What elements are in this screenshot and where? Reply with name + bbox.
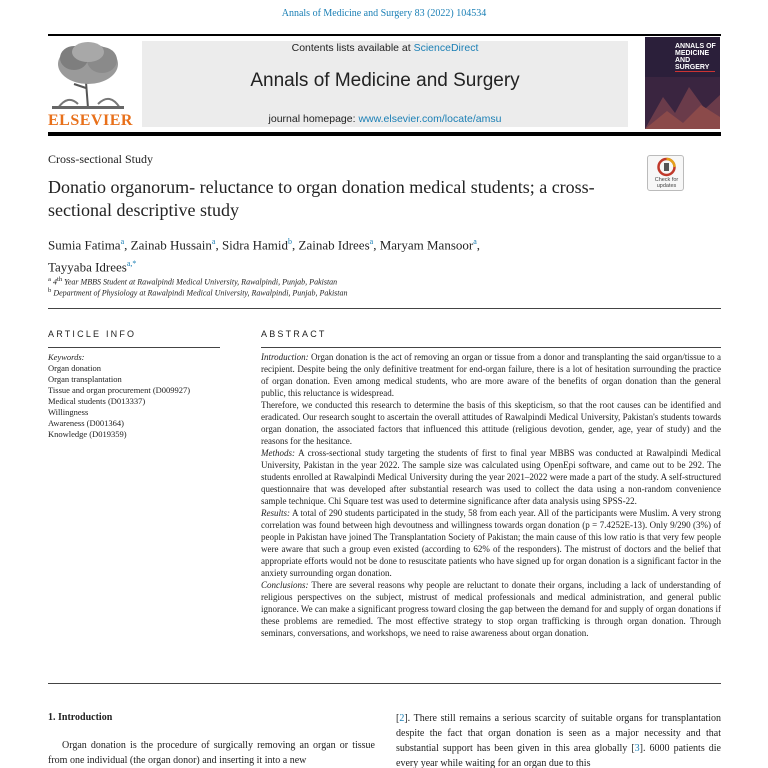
affiliation-ordinal: th [56,276,63,283]
body-text-left: Organ donation is the procedure of surgically removing an organ or tissue from one individual (the organ donor) and inserting it into a new [48,740,375,766]
article-title: Donatio organorum- reluctance to organ donation medical students; a cross-sectional descriptive study [48,177,595,220]
abstract-heading: ABSTRACT [261,329,327,339]
affiliation-text: Year MBBS Student at Rawalpindi Medical University, Rawalpindi, Punjab, Pakistan [62,277,338,287]
affiliation-text: Department of Physiology at Rawalpindi Medical University, Rawalpindi, Punjab, Pakistan [51,288,348,298]
affiliation-b [48,287,348,298]
homepage-prefix: journal homepage: [268,113,359,125]
author-name[interactable]: Sumia Fatima [48,237,121,253]
author-list: Sumia Fatima$^a$, Zainab Hussain$^a$, Sidra Hamid$^b$, Zainab Idrees$^a$, Maryam Mansoor$^a$, Tayyaba Idrees$^{a,*}$ [48,237,481,275]
affiliation-mark: b [48,287,52,294]
journal-reference[interactable]: Annals of Medicine and Surgery 83 (2022) 104534 [281,8,487,19]
journal-homepage [142,113,628,125]
article-info-rule [48,347,220,348]
abstract-body [261,351,721,639]
keyword-item: Knowledge (D019359) [48,429,127,439]
conclusions-text: There are several reasons why people are reluctant to donate their organs, including a lack of understanding of religious perspectives on the subject, mistrust of medical professionals and medical administration, and general public ignorance. We can make a significant progress toward closing the gap between the demand for and supply of organ donations if these problems are remedied. The most effective strategy to stop organ trafficking is through organ donation. Through seminars, conversations, and workshops, we need to raise awareness about organ donation. [261,580,721,638]
methods-label: Methods: [261,448,295,458]
abstract-conclusions [261,579,721,639]
abstract-intro [261,351,721,399]
abstract-methods [261,447,721,507]
body-column-left [48,738,375,768]
header-bottom-rule [48,132,721,136]
keyword-item: Organ donation [48,363,101,373]
author-affiliation-mark[interactable]: a [120,237,125,246]
elsevier-tree-icon [48,38,128,110]
author-name[interactable]: Tayyaba Idrees [48,259,127,275]
journal-cover-thumbnail[interactable] [645,37,720,129]
contents-prefix: Contents lists available at [291,42,414,54]
contents-availability [142,42,628,54]
keyword-item: Willingness [48,407,89,417]
keyword-item: Medical students (D013337) [48,396,146,406]
results-text: A total of 290 students participated in the study, 58 from each year. All of the participants were Muslim. A very strong correlation was found between high devoutness and willingness towards organ donation (p = 7.4252E-13). Only 9/290 (3%) of people in Pakistan have joined The Transplantation Society of Pakistan; the main cause of this low ratio is that very few people were aware that such a group even existed (according to 62% of the responders). The mistrust of doctors and the belief that appropriate efforts would not be done to resuscitate patients who have signed up for organ donation is a significant factor in the anxiety surrounding organ donation. [261,508,721,578]
cover-artwork-icon [645,77,720,129]
results-label: Results: [261,508,290,518]
author-affiliation-mark[interactable]: a [211,237,216,246]
intro-label: Introduction: [261,352,309,362]
keyword-item: Awareness (D001364) [48,418,124,428]
abstract-end-rule [48,683,721,684]
abstract-intro-2: Therefore, we conducted this research to determine the basis of this skepticism, so that the root causes can be identified and eradicated. Our research sought to ascertain the overall attitudes of Rawalpindi Medical University, Pakistan's students towards organ donation, the associated factors that influenced this attitude (religious devotion, gender, age, year of study) and the reasons for the hesitance. [261,400,721,446]
author-affiliation-mark[interactable]: a [369,237,374,246]
citation-link[interactable]: 2 [399,713,405,724]
homepage-link[interactable]: www.elsevier.com/locate/amsu [358,113,502,125]
citation-link[interactable]: 3 [634,743,640,754]
keyword-item: Organ transplantation [48,374,122,384]
body-text-right: ]. There still remains a serious scarcity of suitable organs for transplantation despite the fact that organ donation is seen as a major necessity and that substantial support has been given in this area globally [ [396,713,721,754]
body-text-right-end: ]. 6000 patients die every year while waiting for an organ due to this [396,743,721,768]
abstract-rule [261,347,721,348]
body-column-right: [2]. There still remains a serious scarcity of suitable organs for transplantation despite the fact that organ donation is seen as a major necessity and that substantial support has been given in this area globally [3]. 6000 patients die every year while waiting for an organ due to this [396,713,721,768]
section-heading-introduction: 1. Introduction [48,712,113,723]
cover-title: ANNALS OF MEDICINE AND SURGERY [675,43,716,71]
author-name[interactable]: Maryam Mansoor [379,237,474,253]
check-updates-icon [648,156,685,178]
methods-text: A cross-sectional study targeting the students of first to final year MBBS was conducted at Rawalpindi Medical University, Pakistan in the year 2022. The sample size was calculated using OpenEpi software, and came out to be 292. The students enrolled at Rawalpindi Medical University during the year 2021–2022 were made a part of the study. A self-structured questionnaire that was developed after substantial research was used to collect the data using a non-random convenience sample technique. Chi Square test was used to determine significance after data analysis using SPSS-22. [261,448,721,506]
elsevier-logo[interactable] [48,38,133,130]
abstract-results [261,507,721,579]
journal-title: Annals of Medicine and Surgery [250,70,520,91]
intro-text: Organ donation is the act of removing an organ or tissue from a donor and transplanting the said organ/tissue to a recipient. Despite being the only definitive treatment for end-organ failure, there is a lot of hesitation surrounding the practice of organ donation. Even among medical students, who are more aware of the benefits of organ donation than the general public, this reluctance is widespread. [261,352,721,398]
affiliation-mark: a [48,276,51,283]
keyword-item: Tissue and organ procurement (D009927) [48,385,191,395]
cover-divider [675,71,715,72]
header-top-rule [48,34,721,36]
keywords-block [48,352,238,440]
section-divider [48,308,721,309]
elsevier-wordmark: ELSEVIER [48,112,133,129]
author-name[interactable]: Zainab Idrees [298,237,370,253]
keywords-label: Keywords: [48,352,85,362]
conclusions-label: Conclusions: [261,580,309,590]
affiliation-a [48,276,337,287]
author-affiliation-mark[interactable]: b [288,237,293,246]
author-affiliation-mark[interactable]: a [473,237,477,246]
author-name[interactable]: Zainab Hussain [130,237,212,253]
check-for-updates-button[interactable] [647,155,684,191]
article-type: Cross-sectional Study [48,152,153,166]
article-info-heading: ARTICLE INFO [48,329,137,339]
author-affiliation-mark[interactable]: a,* [126,259,137,269]
sciencedirect-link[interactable]: ScienceDirect [413,42,479,54]
check-updates-label: Check for updates [654,177,679,189]
affiliation-year: 4 [50,277,57,287]
author-name[interactable]: Sidra Hamid [221,237,289,253]
